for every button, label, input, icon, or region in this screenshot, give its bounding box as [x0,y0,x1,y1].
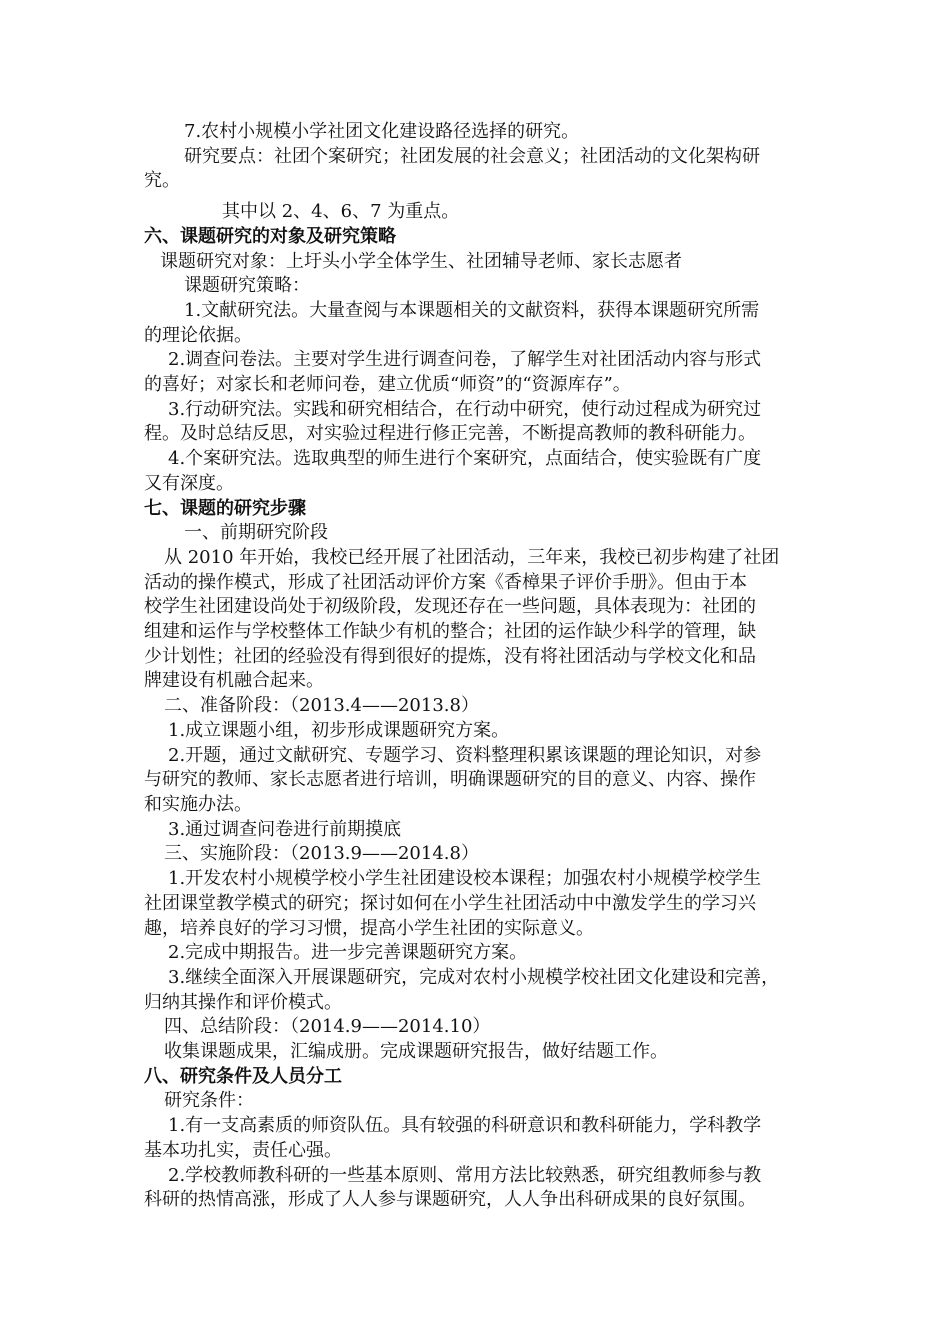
research-target: 课题研究对象：上圩头小学全体学生、社团辅导老师、家长志愿者 [160,250,682,272]
condition-1-cont: 基本功扎实，责任心强。 [144,1139,342,1161]
phase-2-heading: 二、准备阶段：（2013.4——2013.8） [164,695,479,717]
phase-1-heading: 一、前期研究阶段 [184,522,328,544]
section-6-heading: 六、课题研究的对象及研究策略 [144,225,396,247]
section-8-heading: 八、研究条件及人员分工 [144,1065,342,1087]
phase-3-item-2: 2.完成中期报告。进一步完善课题研究方案。 [168,942,528,964]
phase-2-item-2-cont: 与研究的教师、家长志愿者进行培训，明确课题研究的目的意义、内容、操作 [144,769,756,791]
method-1-cont: 的理论依据。 [144,324,252,346]
research-item-7: 7.农村小规模小学社团文化建设路径选择的研究。 [184,121,580,142]
method-3: 3.行动研究法。实践和研究相结合，在行动中研究，使行动过程成为研究过 [168,398,762,420]
phase-4-heading: 四、总结阶段：（2014.9——2014.10） [164,1016,491,1038]
section-7-heading: 七、课题的研究步骤 [144,497,306,519]
phase-2-item-2: 2.开题，通过文献研究、专题学习、资料整理积累该课题的理论知识，对参 [168,744,762,766]
phase-1-text-5: 少计划性；社团的经验没有得到很好的提炼，没有将社团活动与学校文化和品 [144,645,756,667]
conditions-label: 研究条件： [164,1090,254,1112]
condition-2-cont: 科研的热情高涨，形成了人人参与课题研究，人人争出科研成果的良好氛围。 [144,1189,756,1211]
phase-3-item-3: 3.继续全面深入开展课题研究，完成对农村小规模学校社团文化建设和完善， [168,966,780,988]
phase-3-item-1: 1.开发农村小规模学校小学生社团建设校本课程；加强农村小规模学校学生 [168,868,762,890]
document-page [144,120,816,1213]
research-points-cont: 究。 [144,170,180,192]
phase-1-text-4: 组建和运作与学校整体工作缺少有机的整合；社团的运作缺少科学的管理，缺 [144,621,756,643]
research-points: 研究要点：社团个案研究；社团发展的社会意义；社团活动的文化架构研 [184,145,760,167]
condition-2: 2.学校教师教科研的一些基本原则、常用方法比较熟悉，研究组教师参与教 [168,1164,762,1186]
phase-1-text-2: 活动的操作模式，形成了社团活动评价方案《香樟果子评价手册》。但由于本 [144,571,747,593]
method-3-cont: 程。及时总结反思，对实验过程进行修正完善，不断提高教师的教科研能力。 [144,423,756,445]
method-1: 1.文献研究法。大量查阅与本课题相关的文献资料，获得本课题研究所需 [184,299,760,321]
phase-3-item-1-cont-2: 趣，培养良好的学习习惯，提高小学生社团的实际意义。 [144,917,594,939]
focus-note: 其中以 2、4、6、7 为重点。 [222,201,460,223]
phase-3-item-1-cont: 社团课堂教学模式的研究；探讨如何在小学生社团活动中中激发学生的学习兴 [144,892,756,914]
phase-2-item-3: 3.通过调查问卷进行前期摸底 [168,818,402,840]
method-2-cont: 的喜好；对家长和老师问卷，建立优质“师资”的“资源库存”。 [144,374,631,396]
phase-4-text: 收集课题成果，汇编成册。完成课题研究报告，做好结题工作。 [164,1041,668,1063]
phase-3-heading: 三、实施阶段：（2013.9——2014.8） [164,843,479,865]
phase-2-item-1: 1.成立课题小组，初步形成课题研究方案。 [168,719,510,741]
method-4: 4.个案研究法。选取典型的师生进行个案研究，点面结合，使实验既有广度 [168,448,762,470]
phase-1-text-6: 牌建设有机融合起来。 [144,670,324,692]
method-2: 2.调查问卷法。主要对学生进行调查问卷，了解学生对社团活动内容与形式 [168,349,762,371]
method-4-cont: 又有深度。 [144,472,234,494]
research-strategy-label: 课题研究策略： [184,275,310,297]
condition-1: 1.有一支高素质的师资队伍。具有较强的科研意识和教科研能力，学科教学 [168,1115,762,1137]
phase-2-item-2-cont-2: 和实施办法。 [144,793,252,815]
phase-1-text-3: 校学生社团建设尚处于初级阶段，发现还存在一些问题，具体表现为：社团的 [144,596,756,618]
phase-3-item-3-cont: 归纳其操作和评价模式。 [144,991,342,1013]
phase-1-text: 从 2010 年开始，我校已经开展了社团活动，三年来，我校已初步构建了社团 [164,546,780,568]
